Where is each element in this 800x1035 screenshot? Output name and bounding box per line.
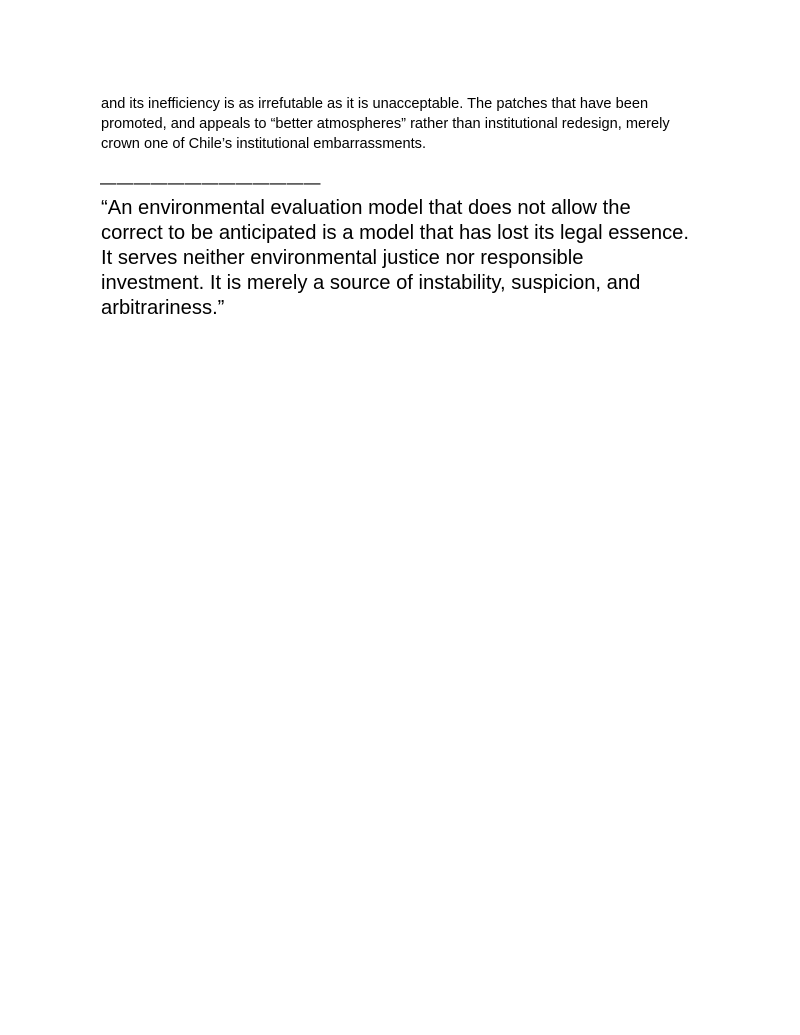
pull-quote-line: “An environmental evaluation model that does not allow the xyxy=(101,197,631,219)
pull-quote-line: investment. It is merely a source of instability, suspicion, and xyxy=(101,272,641,294)
pull-quote-line: It serves neither environmental justice nor responsible xyxy=(101,247,584,269)
body-paragraph xyxy=(101,94,721,154)
pull-quote xyxy=(101,196,741,321)
section-divider: ————————————— xyxy=(100,174,321,192)
pull-quote-line: correct to be anticipated is a model that has lost its legal essence. xyxy=(101,222,690,244)
body-paragraph-line: crown one of Chile’s institutional embarrassments. xyxy=(101,136,426,152)
pull-quote-line: arbitrariness.” xyxy=(101,297,225,319)
body-paragraph-line: promoted, and appeals to “better atmospheres” rather than institutional redesign, merely xyxy=(101,116,670,132)
body-paragraph-line: and its inefficiency is as irrefutable as it is unacceptable. The patches that have been xyxy=(101,96,649,112)
